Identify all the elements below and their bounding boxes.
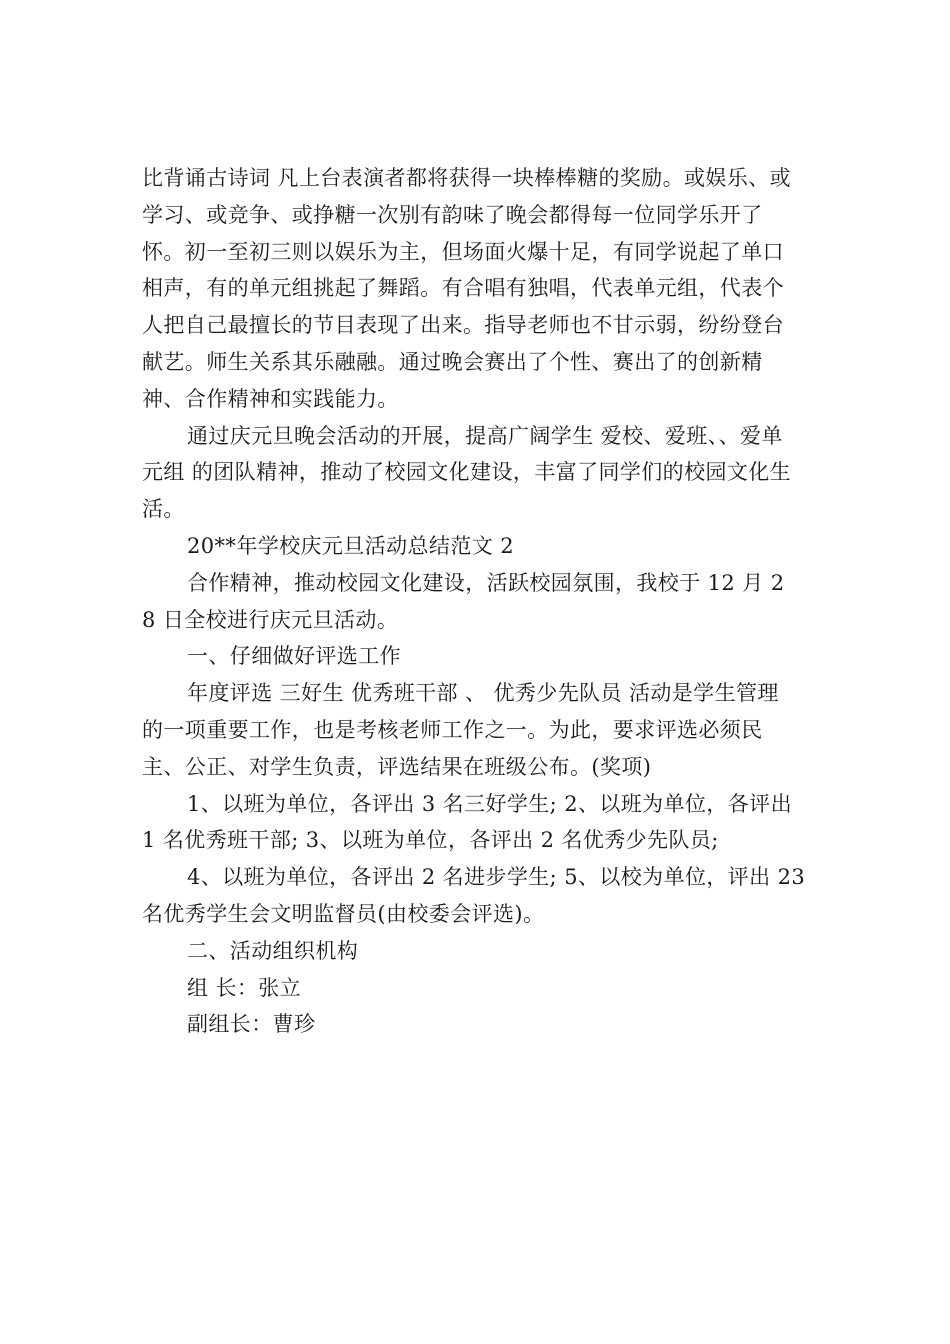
text-line: 主、公正、对学生负责，评选结果在班级公布。(奖项) — [142, 754, 652, 779]
text-line: 4、以班为单位，各评出 2 名进步学生; 5、以校为单位，评出 23 — [187, 865, 806, 890]
text-line: 学习、或竞争、或挣糖一次别有韵味了晚会都得每一位同学乐开了 — [142, 202, 763, 227]
text-line: 元组 的团队精神，推动了校园文化建设，丰富了同学们的校园文化生 — [142, 460, 792, 485]
text-line: 二、活动组织机构 — [187, 938, 359, 963]
text-line: 8 日全校进行庆元旦活动。 — [142, 607, 399, 632]
text-line: 一、仔细做好评选工作 — [187, 644, 401, 669]
text-line: 副组长：曹珍 — [187, 1012, 316, 1037]
text-line: 20**年学校庆元旦活动总结范文 2 — [187, 533, 514, 558]
text-line: 相声，有的单元组挑起了舞蹈。有合唱有独唱，代表单元组，代表个 — [142, 276, 784, 301]
text-line: 人把自己最擅长的节目表现了出来。指导老师也不甘示弱，纷纷登台 — [142, 313, 784, 338]
text-line: 合作精神，推动校园文化建设，活跃校园氛围，我校于 12 月 2 — [187, 570, 785, 595]
text-line: 1 名优秀班干部; 3、以班为单位，各评出 2 名优秀少先队员; — [142, 828, 719, 853]
text-line: 通过庆元旦晚会活动的开展，提高广阔学生 爱校、爱班、、爱单 — [187, 423, 783, 448]
text-line: 名优秀学生会文明监督员(由校委会评选)。 — [142, 901, 545, 926]
document-body — [142, 160, 812, 1043]
text-line: 怀。初一至初三则以娱乐为主，但场面火爆十足，有同学说起了单口 — [142, 239, 784, 264]
text-line: 1、以班为单位，各评出 3 名三好学生; 2、以班为单位，各评出 — [187, 791, 792, 816]
text-line: 组 长：张立 — [187, 975, 302, 1000]
text-line: 的一项重要工作，也是考核老师工作之一。为此，要求评选必须民 — [142, 717, 763, 742]
text-line: 献艺。师生关系其乐融融。通过晚会赛出了个性、赛出了的创新精 — [142, 349, 763, 374]
text-line: 活。 — [142, 497, 185, 522]
text-line: 比背诵古诗词 凡上台表演者都将获得一块棒棒糖的奖励。或娱乐、或 — [142, 166, 792, 190]
text-line: 年度评选 三好生 优秀班干部 、 优秀少先队员 活动是学生管理 — [187, 681, 779, 706]
text-line: 神、合作精神和实践能力。 — [142, 386, 399, 411]
